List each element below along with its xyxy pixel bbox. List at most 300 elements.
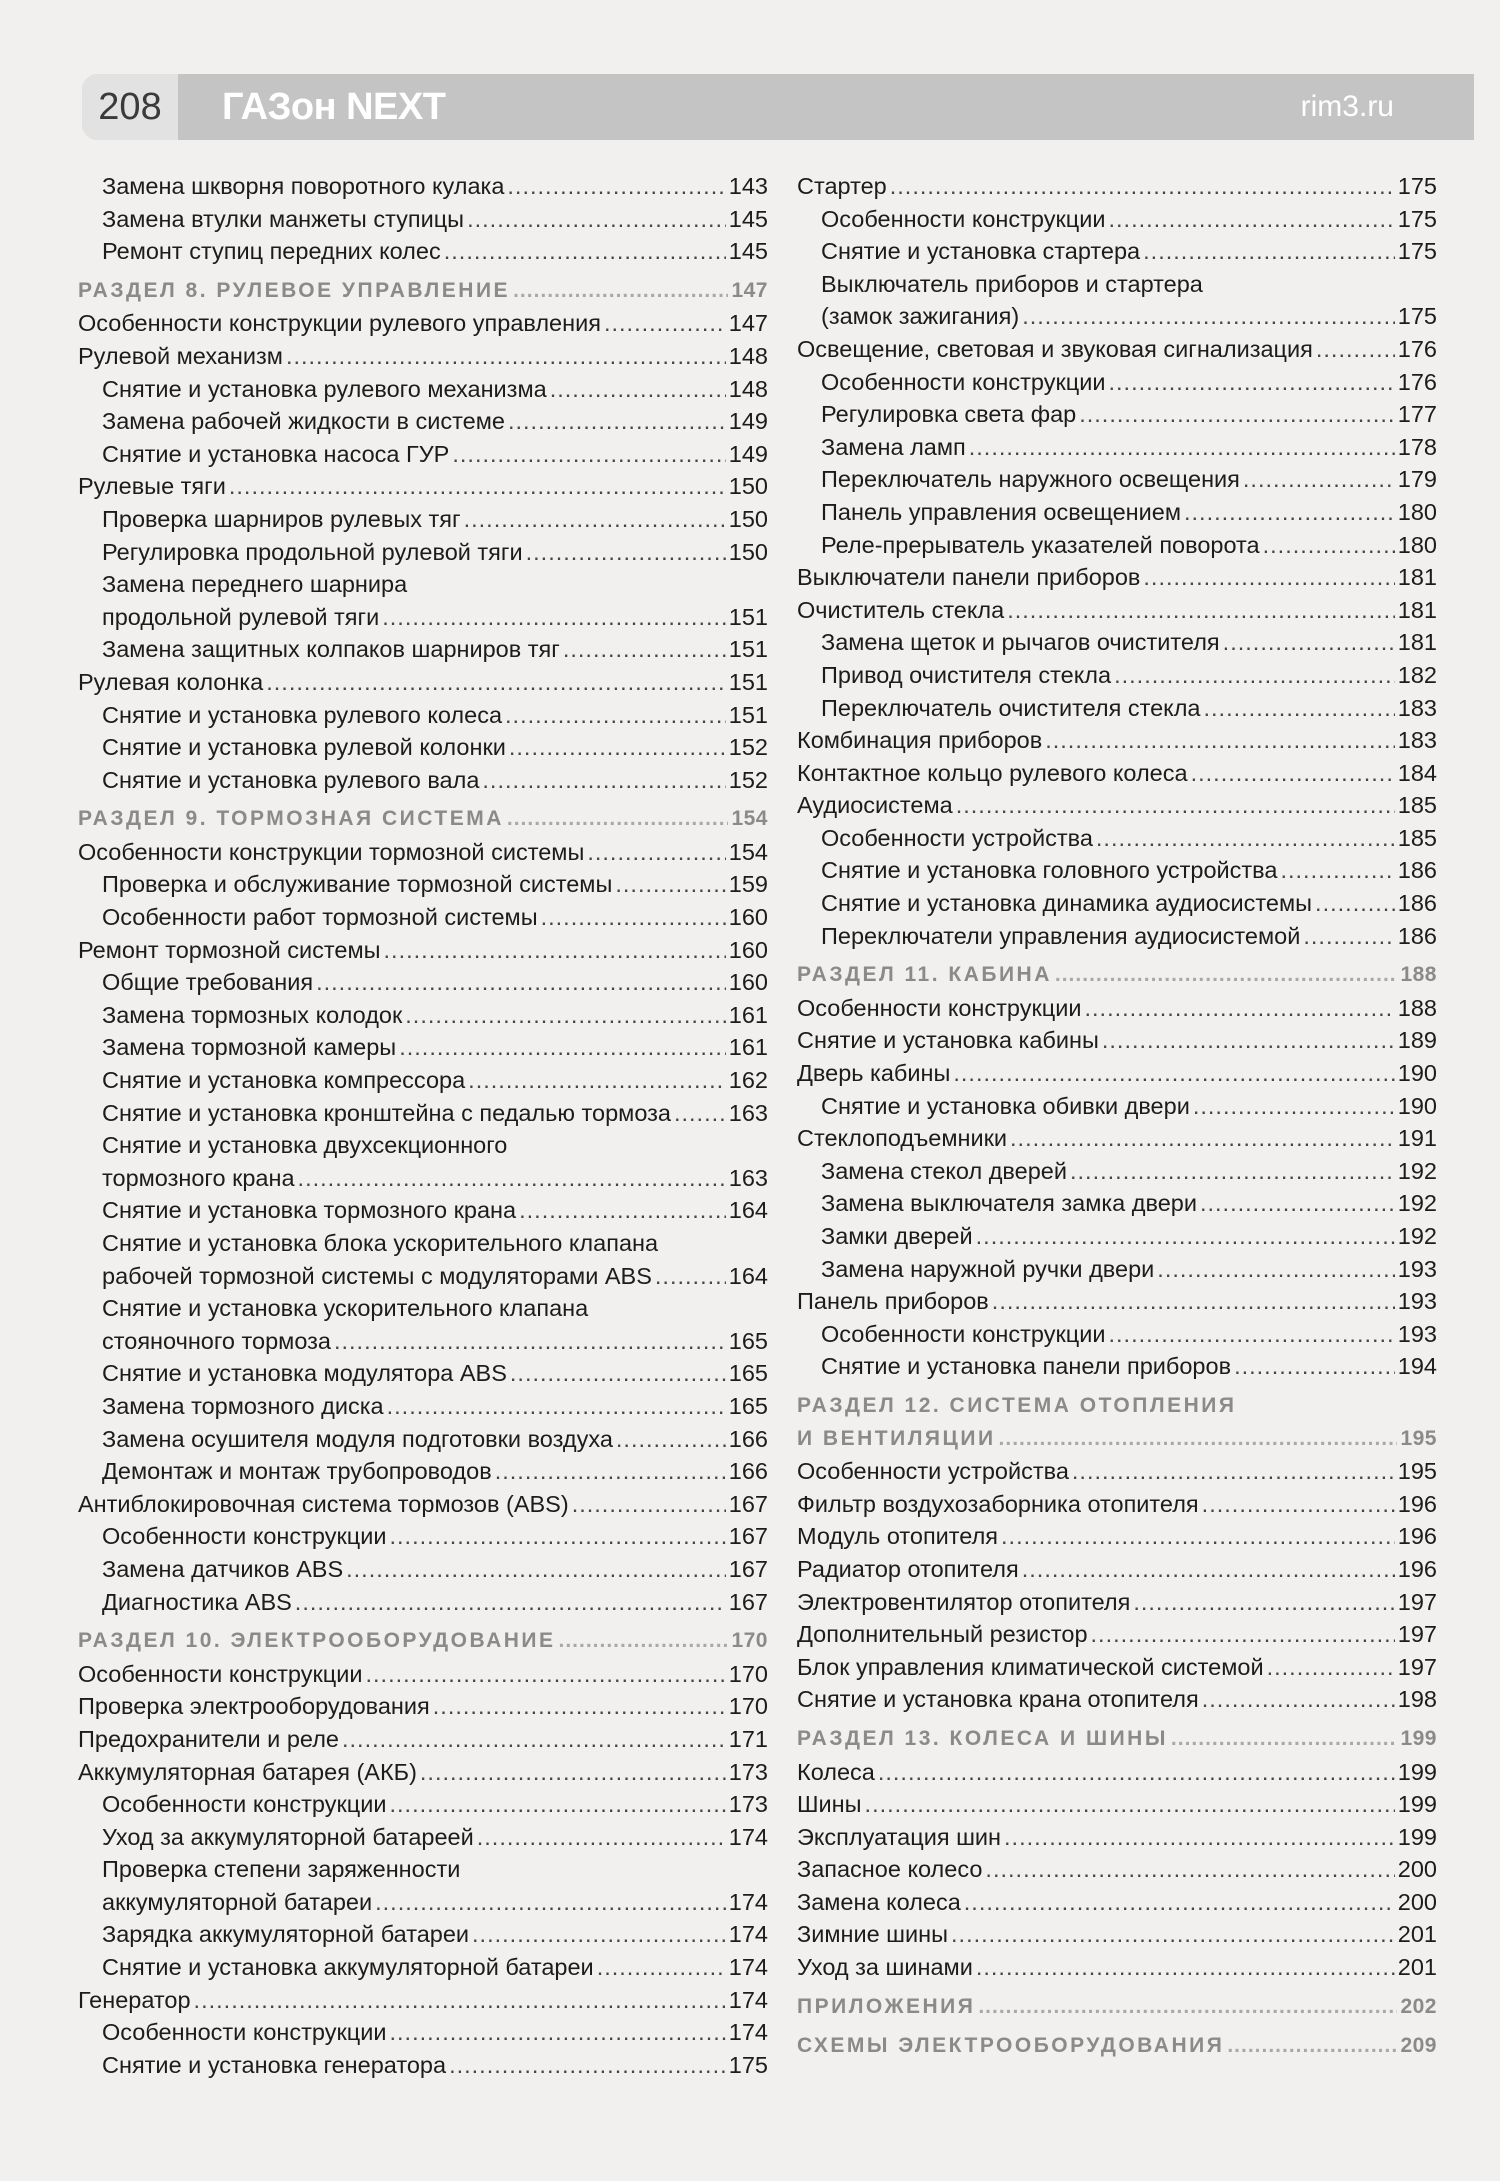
dot-leader [1001,1520,1395,1553]
toc-page-number: 167 [728,1588,768,1615]
dot-leader [1227,2030,1397,2063]
toc-entry [797,529,1437,562]
dot-leader [1315,887,1395,920]
dot-leader [1004,1821,1395,1854]
dot-leader [1234,1350,1395,1383]
toc-page-number: 173 [728,1758,768,1785]
toc-entry-title: СХЕМЫ ЭЛЕКТРООБОРУДОВАНИЯ [797,2034,1225,2058]
toc-page-number: 174 [728,1954,768,1981]
dot-leader [298,1162,726,1195]
toc-entry-title: Дополнительный резистор [797,1621,1088,1648]
toc-entry-title: Замена шкворня поворотного кулака [102,173,505,199]
toc-page-number: 170 [728,1693,768,1720]
dot-leader [1055,959,1398,992]
dot-leader [420,1756,726,1789]
toc-entry [797,1853,1437,1886]
toc-page-number: 143 [728,173,768,199]
toc-entry [78,470,768,503]
toc-page-number: 148 [728,375,768,402]
dot-leader [1191,757,1395,790]
toc-entry [797,594,1437,627]
toc-entry [78,1227,768,1260]
toc-entry [78,1788,768,1821]
toc-entry-title: Особенности конструкции [102,1791,387,1818]
toc-entry [797,561,1437,594]
toc-entry [78,1553,768,1586]
dot-leader [449,2049,726,2082]
toc-page-number: 167 [728,1490,768,1517]
toc-entry [797,1918,1437,1951]
toc-entry-title: Шины [797,1791,862,1818]
toc-entry [78,601,768,634]
toc-page-number: 182 [1397,661,1437,688]
toc-entry [797,757,1437,790]
toc-page-number: 179 [1397,466,1437,493]
toc-page-number: 175 [728,2051,768,2078]
toc-entry [797,822,1437,855]
toc-entry [797,203,1437,236]
dot-leader [405,999,726,1032]
toc-entry-title: Замена тормозного диска [102,1392,384,1419]
dot-leader [1045,724,1395,757]
toc-entry [797,431,1437,464]
toc-entry-title: И ВЕНТИЛЯЦИИ [797,1426,996,1450]
toc-entry-title: продольной рулевой тяги [102,603,380,630]
dot-leader [951,1918,1395,1951]
toc-entry-title: (замок зажигания) [821,303,1020,330]
dot-leader [510,1357,726,1390]
toc-entry-title: Проверка шарниров рулевых тяг [102,505,461,532]
toc-entry-title: Эксплуатация шин [797,1823,1002,1850]
toc-page-number: 199 [1400,1726,1437,1750]
dot-leader [266,666,726,699]
dot-leader [615,868,725,901]
dot-leader [550,373,726,406]
dot-leader [1204,692,1395,725]
toc-entry-title: Колеса [797,1758,875,1785]
toc-page-number: 180 [1397,531,1437,558]
toc-page-number: 147 [728,310,768,337]
dot-leader [1096,822,1395,855]
toc-entry-title: Генератор [78,1986,191,2013]
toc-page-number: 199 [1397,1758,1437,1785]
toc-entry-title: Уход за шинами [797,1954,973,1981]
toc-entry [78,966,768,999]
toc-entry [797,1057,1437,1090]
toc-page-number: 197 [1397,1653,1437,1680]
dot-leader [464,503,726,536]
toc-entry [797,992,1437,1025]
toc-page-number: 162 [728,1067,768,1094]
toc-page-number: 152 [728,766,768,793]
toc-page-number: 160 [728,904,768,931]
toc-entry [797,1187,1437,1220]
dot-leader [365,1658,725,1691]
dot-leader [1007,594,1395,627]
dot-leader [452,438,725,471]
toc-page-number: 164 [728,1262,768,1289]
toc-entry-title: Особенности устройства [821,824,1093,851]
toc-page-number: 150 [728,505,768,532]
dot-leader [1084,992,1394,1025]
toc-entry-title: Радиатор отопителя [797,1555,1019,1582]
toc-page-number: 161 [728,1034,768,1061]
dot-leader [384,934,726,967]
toc-page-number: 174 [728,1888,768,1915]
toc-page-number: 195 [1397,1458,1437,1485]
toc-left-column [78,170,768,2081]
toc-entry [797,1220,1437,1253]
dot-leader [597,1951,726,1984]
toc-page-number: 174 [728,1921,768,1948]
dot-leader [1010,1122,1395,1155]
toc-page-number: 171 [728,1725,768,1752]
dot-leader [1202,1488,1395,1521]
dot-leader [1108,366,1394,399]
dot-leader [1070,1155,1395,1188]
toc-entry [78,1951,768,1984]
dot-leader [604,307,726,340]
dot-leader [1303,920,1394,953]
toc-entry [78,666,768,699]
toc-entry-title: Снятие и установка двухсекционного [102,1132,508,1159]
toc-page-number: 193 [1397,1320,1437,1347]
toc-entry [797,1253,1437,1286]
toc-entry-title: Замена рабочей жидкости в системе [102,408,505,435]
dot-leader [346,1553,726,1586]
toc-page-number: 175 [1397,173,1437,199]
dot-leader [1157,1253,1394,1286]
dot-leader [519,1194,726,1227]
toc-entry-title: Замена выключателя замка двери [821,1190,1197,1217]
toc-entry-title: Снятие и установка ускорительного клапана [102,1295,589,1322]
dot-leader [316,966,726,999]
toc-entry-title: Стартер [797,173,887,199]
toc-entry [797,235,1437,268]
toc-entry-title: Замена колеса [797,1888,961,1915]
toc-section-heading [797,1991,1437,2024]
toc-entry-title: Модуль отопителя [797,1523,999,1550]
toc-entry [78,1853,768,1886]
toc-entry-title: Проверка степени заряженности [102,1856,461,1883]
dot-leader [433,1690,726,1723]
toc-page-number: 145 [728,238,768,265]
toc-page-number: 149 [728,440,768,467]
toc-entry-title: Замена осушителя модуля подготовки воздуха [102,1425,613,1452]
toc-entry [78,2049,768,2082]
toc-entry-title: РАЗДЕЛ 8. РУЛЕВОЕ УПРАВЛЕНИЕ [78,278,511,302]
toc-entry-title: Проверка и обслуживание тормозной системы [102,871,613,898]
toc-entry-title: Рулевые тяги [78,473,226,500]
toc-entry [78,235,768,268]
toc-entry-title: Снятие и установка рулевой колонки [102,734,506,761]
toc-section-heading [797,1390,1437,1423]
toc-entry-title: Замена стекол дверей [821,1157,1067,1184]
toc-entry [78,170,768,203]
toc-page-number: 167 [728,1555,768,1582]
toc-entry [797,1821,1437,1854]
dot-leader [978,1991,1397,2024]
toc-entry [797,789,1437,822]
dot-leader [194,1984,726,2017]
dot-leader [1267,1651,1395,1684]
toc-entry-title: Фильтр воздухозаборника отопителя [797,1490,1199,1517]
toc-page-number: 184 [1397,759,1437,786]
toc-entry-title: Ремонт тормозной системы [78,936,381,963]
toc-page-number: 151 [728,701,768,728]
toc-entry [797,366,1437,399]
dot-leader [1133,1586,1394,1619]
toc-entry [78,868,768,901]
toc-entry-title: Замена переднего шарнира [102,571,408,598]
toc-entry [78,999,768,1032]
toc-page-number: 166 [728,1458,768,1485]
toc-page-number: 151 [728,636,768,663]
toc-entry [78,1292,768,1325]
dot-leader [976,1220,1395,1253]
toc-entry [78,633,768,666]
toc-entry [797,854,1437,887]
toc-entry-title: Замена тормозных колодок [102,1001,403,1028]
toc-page-number: 150 [728,538,768,565]
book-title: ГАЗон NEXT [222,86,446,128]
toc-entry [797,1683,1437,1716]
toc-entry-title: Переключатель наружного освещения [821,466,1240,493]
dot-leader [1223,626,1395,659]
toc-entry-title: Аудиосистема [797,792,953,819]
toc-page-number: 174 [728,1986,768,2013]
toc-entry [78,1455,768,1488]
toc-entry [78,1064,768,1097]
toc-entry-title: РАЗДЕЛ 12. СИСТЕМА ОТОПЛЕНИЯ [797,1393,1237,1417]
toc-page-number: 159 [728,871,768,898]
toc-entry [797,1520,1437,1553]
toc-section-heading [78,1625,768,1658]
toc-entry [797,724,1437,757]
dot-leader [976,1951,1395,1984]
toc-entry-title: Особенности конструкции [102,2019,387,2046]
site-name: rim3.ru [1300,90,1394,123]
toc-entry-title: Проверка электрооборудования [78,1693,430,1720]
toc-entry-title: Снятие и установка рулевого колеса [102,701,503,728]
dot-leader [1072,1455,1395,1488]
toc-page-number: 174 [728,2019,768,2046]
dot-leader [1022,300,1395,333]
dot-leader [505,699,726,732]
toc-page-number: 186 [1397,857,1437,884]
toc-entry-title: Особенности конструкции [102,1523,387,1550]
dot-leader [1102,1024,1395,1057]
toc-entry [78,438,768,471]
dot-leader [286,340,726,373]
toc-entry-title: Замена щеток и рычагов очистителя [821,629,1220,656]
toc-entry [797,1488,1437,1521]
toc-page-number: 151 [728,603,768,630]
toc-entry [78,934,768,967]
dot-leader [1079,398,1395,431]
dot-leader [1171,1723,1398,1756]
dot-leader [375,1886,726,1919]
toc-section-heading [78,275,768,308]
toc-entry-title: Диагностика ABS [102,1588,292,1615]
toc-page-number: 152 [728,734,768,761]
toc-entry [797,300,1437,333]
toc-entry-title: Особенности конструкции [821,205,1106,232]
toc-page-number: 196 [1397,1555,1437,1582]
toc-page-number: 181 [1397,564,1437,591]
toc-section-heading [797,1423,1437,1456]
toc-entry [78,1886,768,1919]
toc-page-number: 181 [1397,629,1437,656]
dot-leader [541,901,726,934]
dot-leader [655,1260,726,1293]
dot-leader [1243,463,1395,496]
toc-entry [78,1129,768,1162]
toc-section-heading [797,959,1437,992]
dot-leader [389,2016,725,2049]
dot-leader [1193,1090,1395,1123]
toc-page-number: 170 [731,1629,768,1653]
toc-entry-title: Зимние шины [797,1921,949,1948]
toc-page-number: 173 [728,1791,768,1818]
toc-entry-title: Особенности конструкции [797,994,1082,1021]
toc-entry-title: Снятие и установка головного устройства [821,857,1278,884]
toc-entry-title: Общие требования [102,969,314,996]
toc-entry [78,1194,768,1227]
toc-page-number: 164 [728,1197,768,1224]
dot-leader [477,1821,726,1854]
toc-entry-title: Снятие и установка динамика аудиосистемы [821,890,1313,917]
toc-page-number: 149 [728,408,768,435]
toc-entry [78,503,768,536]
toc-entry-title: Ремонт ступиц передних колес [102,238,441,265]
toc-page-number: 190 [1397,1060,1437,1087]
dot-leader [1143,235,1395,268]
toc-entry [797,1318,1437,1351]
toc-entry [797,333,1437,366]
toc-entry-title: Зарядка аккумуляторной батареи [102,1921,470,1948]
dot-leader [342,1723,726,1756]
dot-leader [1184,496,1395,529]
toc-entry-title: Особенности конструкции тормозной системы [78,838,585,865]
toc-entry-title: РАЗДЕЛ 11. КАБИНА [797,963,1052,987]
toc-entry [797,626,1437,659]
dot-leader [1143,561,1394,594]
toc-page-number: 180 [1397,498,1437,525]
dot-leader [1263,529,1395,562]
dot-leader [674,1097,726,1130]
toc-entry [78,1821,768,1854]
toc-entry-title: Снятие и установка панели приборов [821,1353,1232,1380]
toc-entry-title: Рулевой механизм [78,342,283,369]
dot-leader [999,1423,1398,1456]
dot-leader [1108,203,1394,236]
toc-entry [78,568,768,601]
toc-entry-title: Снятие и установка рулевого вала [102,766,480,793]
dot-leader [1022,1553,1395,1586]
dot-leader [616,1423,726,1456]
toc-page-number: 192 [1397,1223,1437,1249]
dot-leader [1108,1318,1394,1351]
toc-entry-title: Замена ламп [821,433,966,460]
toc-entry [797,1586,1437,1619]
toc-entry-title: стояночного тормоза [102,1327,331,1354]
toc-page-number: 163 [728,1164,768,1191]
toc-page-number: 196 [1397,1490,1437,1517]
toc-entry-title: Снятие и установка стартера [821,238,1141,265]
toc-entry-title: РАЗДЕЛ 9. ТОРМОЗНАЯ СИСТЕМА [78,807,504,831]
toc-entry [797,1455,1437,1488]
toc-entry [797,920,1437,953]
toc-page-number: 191 [1397,1125,1437,1152]
toc-entry [797,659,1437,692]
dot-leader [1316,333,1395,366]
toc-entry-title: Комбинация приборов [797,727,1043,754]
dot-leader [985,1853,1394,1886]
toc-page-number: 177 [1397,401,1437,428]
toc-entry [78,1723,768,1756]
toc-entry-title: Особенности конструкции [78,1660,363,1687]
toc-entry-title: Снятие и установка насоса ГУР [102,440,450,467]
toc-entry-title: Блок управления климатической системой [797,1653,1264,1680]
toc-entry-title: Переключатели управления аудиосистемой [821,922,1301,949]
toc-entry-title: Панель приборов [797,1288,989,1315]
dot-leader [587,836,725,869]
toc-entry-title: Замена втулки манжеты ступицы [102,205,465,232]
dot-leader [507,803,729,836]
toc-entry-title: Особенности конструкции [821,1320,1106,1347]
dot-leader [467,203,726,236]
toc-page-number: 166 [728,1425,768,1452]
toc-page-number: 176 [1397,368,1437,395]
dot-leader [526,536,726,569]
dot-leader [508,405,726,438]
dot-leader [472,1918,726,1951]
toc-page-number: 151 [728,668,768,695]
dot-leader [399,1031,726,1064]
toc-entry-title: Замена датчиков ABS [102,1555,344,1582]
toc-entry-title: Замки дверей [821,1223,973,1249]
toc-entry-title: Реле-прерыватель указателей поворота [821,531,1260,558]
dot-leader [969,431,1395,464]
toc-entry [797,1618,1437,1651]
toc-right-column [797,170,1437,2063]
toc-page-number: 197 [1397,1588,1437,1615]
toc-entry-title: Снятие и установка блока ускорительного клапана [102,1230,659,1256]
toc-page-number: 200 [1397,1888,1437,1915]
toc-entry [797,1886,1437,1919]
dot-leader [1202,1683,1395,1716]
dot-leader [878,1756,1395,1789]
toc-page-number: 175 [1397,303,1437,330]
toc-page-number: 160 [728,969,768,996]
toc-entry-title: Уход за аккумуляторной батареей [102,1823,474,1850]
toc-entry-title: Выключатели панели приборов [797,564,1141,591]
toc-entry [797,1122,1437,1155]
toc-page-number: 170 [728,1660,768,1687]
toc-entry [797,268,1437,301]
page-number: 208 [82,74,178,140]
toc-entry [78,1260,768,1293]
toc-page-number: 161 [728,1001,768,1028]
toc-page-number: 197 [1397,1621,1437,1648]
toc-page-number: 195 [1400,1426,1437,1450]
toc-page-number: 150 [728,473,768,500]
toc-entry-title: рабочей тормозной системы с модуляторами ABS [102,1262,652,1289]
toc-entry-title: Очиститель стекла [797,596,1005,623]
toc-page-number: 145 [728,205,768,232]
toc-page-number: 165 [728,1360,768,1387]
